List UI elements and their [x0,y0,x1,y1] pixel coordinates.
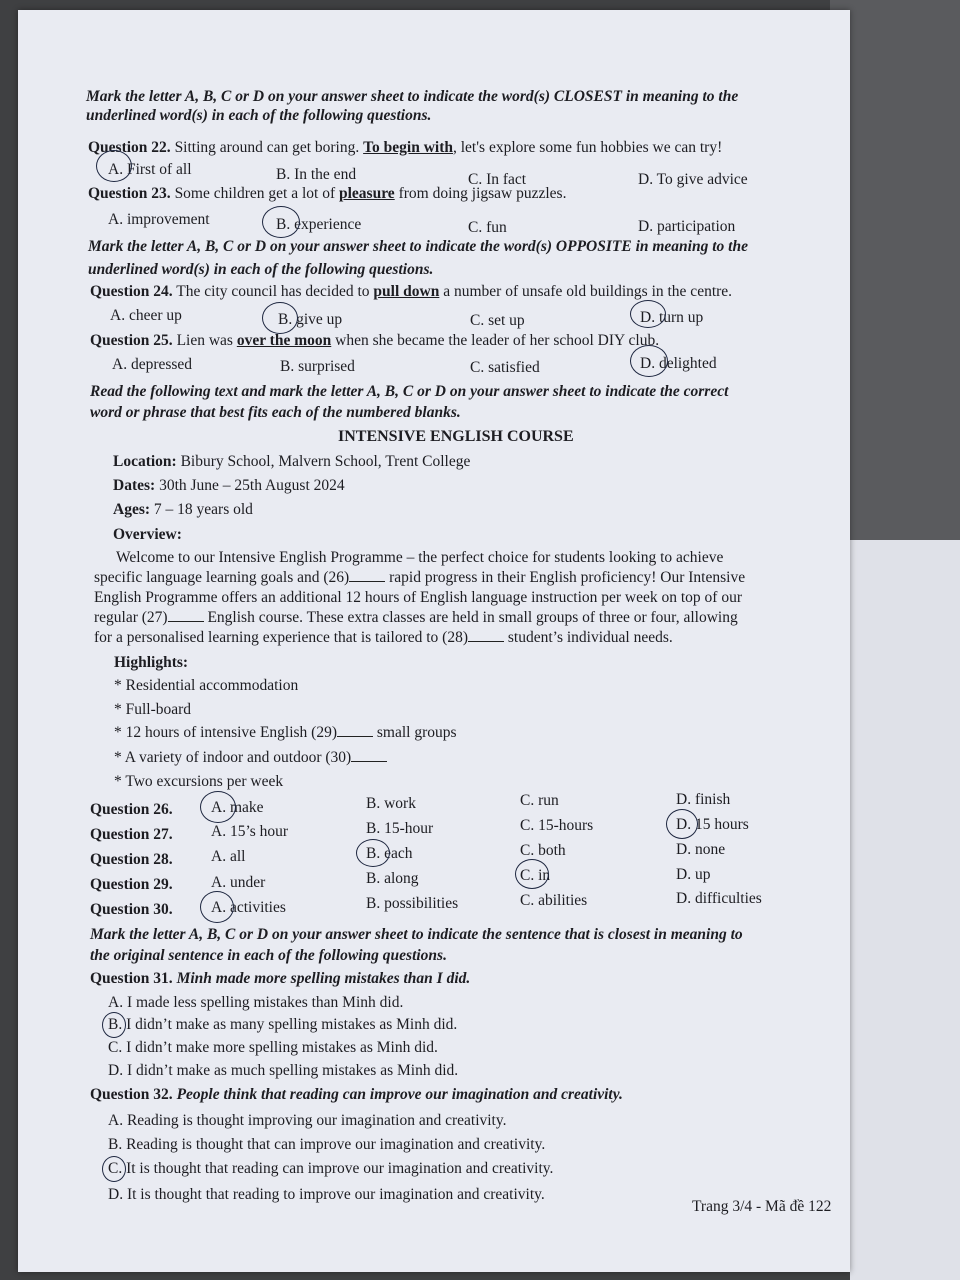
q22-option-c[interactable]: C. In fact [468,171,527,188]
q26-option-b[interactable]: B. work [366,795,416,812]
q30-option-b[interactable]: B. possibilities [366,895,459,912]
question-25: Question 25. Lien was over the moon when she became the leader of her school DIY club. [90,332,660,349]
instruction-opposite-cont: underlined word(s) in each of the following questions. [88,261,434,278]
answer-circle-mark [356,839,390,867]
q32-option-c[interactable]: C. It is thought that reading can improve our imagination and creativity. [108,1160,554,1177]
instruction-opposite: Mark the letter A, B, C or D on your answer sheet to indicate the word(s) OPPOSITE in meaning to the [88,238,748,255]
q28-option-b[interactable]: B. each [366,845,413,862]
q27-option-d[interactable]: D. 15 hours [676,816,749,833]
q22-option-a[interactable]: A. First of all [108,161,192,178]
q28-option-a[interactable]: A. all [211,848,246,865]
question-27: Question 27. [90,826,173,843]
q25-option-d[interactable]: D. delighted [640,355,717,372]
question-28: Question 28. [90,851,173,868]
answer-circle-mark [102,1012,126,1038]
question-23: Question 23. Some children get a lot of pleasure from doing jigsaw puzzles. [88,185,567,202]
q24-option-b[interactable]: B. give up [278,311,343,328]
q23-option-b[interactable]: B. experience [276,216,362,233]
answer-circle-mark [200,791,236,823]
answer-circle-mark [630,300,666,328]
overview-line-4: regular (27) English course. These extra classes are held in small groups of three or four, allowing [94,609,738,626]
q28-option-d[interactable]: D. none [676,841,726,858]
answer-circle-mark [630,345,668,377]
highlight-5: * Two excursions per week [114,773,284,790]
q27-option-a[interactable]: A. 15’s hour [211,823,289,840]
q27-option-c[interactable]: C. 15-hours [520,817,594,834]
highlight-1: * Residential accommodation [114,677,299,694]
q29-option-a[interactable]: A. under [211,874,266,891]
course-title: INTENSIVE ENGLISH COURSE [338,428,574,445]
q24-option-c[interactable]: C. set up [470,312,525,329]
instruction-read-text: Read the following text and mark the letter A, B, C or D on your answer sheet to indicate the correct [90,383,729,400]
q31-option-d[interactable]: D. I didn’t make as much spelling mistakes as Minh did. [108,1062,459,1079]
q31-option-c[interactable]: C. I didn’t make more spelling mistakes as Minh did. [108,1039,438,1056]
overview-line-1: Welcome to our Intensive English Programme – the perfect choice for students looking to achieve [116,549,724,566]
instruction-closest-cont: underlined word(s) in each of the following questions. [86,107,432,124]
answer-circle-mark [262,206,300,238]
question-22: Question 22. Sitting around can get boring. To begin with, let's explore some fun hobbies we can try! [88,139,723,156]
q29-option-d[interactable]: D. up [676,866,711,883]
q22-option-b[interactable]: B. In the end [276,166,357,183]
course-location: Location: Bibury School, Malvern School, Trent College [113,453,471,470]
answer-circle-mark [102,1156,126,1182]
q30-option-d[interactable]: D. difficulties [676,890,762,907]
overview-line-3: English Programme offers an additional 12 hours of English language instruction per week on top of our [94,589,742,606]
q24-option-d[interactable]: D. turn up [640,309,704,326]
instruction-sentence: Mark the letter A, B, C or D on your answer sheet to indicate the sentence that is closest in meaning to [90,926,743,943]
answer-circle-mark [200,891,234,923]
q26-option-a[interactable]: A. make [211,799,264,816]
course-ages: Ages: 7 – 18 years old [113,501,253,518]
overview-line-2: specific language learning goals and (26) rapid progress in their English proficiency! Our Intensive [94,569,746,586]
q32-option-b[interactable]: B. Reading is thought that can improve our imagination and creativity. [108,1136,546,1153]
q28-option-c[interactable]: C. both [520,842,566,859]
q23-option-c[interactable]: C. fun [468,219,507,236]
highlight-2: * Full-board [114,701,192,718]
answer-circle-mark [262,302,298,334]
answer-circle-mark [96,150,132,182]
answer-circle-mark [515,859,549,889]
q31-option-a[interactable]: A. I made less spelling mistakes than Minh did. [108,994,404,1011]
question-31: Question 31. Minh made more spelling mistakes than I did. [90,970,471,987]
overview-line-5: for a personalised learning experience that is tailored to (28) student’s individual needs. [94,629,673,646]
instruction-closest: Mark the letter A, B, C or D on your answer sheet to indicate the word(s) CLOSEST in meaning to the [86,88,739,105]
highlights-label: Highlights: [114,654,189,671]
second-sheet [850,540,960,1280]
question-26: Question 26. [90,801,173,818]
q29-option-c[interactable]: C. in [520,867,551,884]
page-footer: Trang 3/4 - Mã đề 122 [692,1198,832,1215]
q26-option-c[interactable]: C. run [520,792,559,809]
question-30: Question 30. [90,901,173,918]
q25-option-c[interactable]: C. satisfied [470,359,540,376]
q30-option-a[interactable]: A. activities [211,899,286,916]
q25-option-b[interactable]: B. surprised [280,358,355,375]
q30-option-c[interactable]: C. abilities [520,892,588,909]
q23-option-d[interactable]: D. participation [638,218,736,235]
question-32: Question 32. People think that reading can improve our imagination and creativity. [90,1086,623,1103]
answer-circle-mark [666,809,698,839]
q31-option-b[interactable]: B. I didn’t make as many spelling mistakes as Minh did. [108,1016,458,1033]
q25-option-a[interactable]: A. depressed [112,356,193,373]
exam-page [18,10,850,1272]
overview-label: Overview: [113,526,182,543]
course-dates: Dates: 30th June – 25th August 2024 [113,477,345,494]
question-24: Question 24. The city council has decided to pull down a number of unsafe old buildings in the centre. [90,283,733,300]
instruction-read-text-cont: word or phrase that best fits each of the numbered blanks. [90,404,461,421]
q29-option-b[interactable]: B. along [366,870,419,887]
highlight-4: * A variety of indoor and outdoor (30) [114,749,387,767]
q24-option-a[interactable]: A. cheer up [110,307,182,324]
q32-option-d[interactable]: D. It is thought that reading to improve our imagination and creativity. [108,1186,545,1203]
q22-option-d[interactable]: D. To give advice [638,171,748,188]
q32-option-a[interactable]: A. Reading is thought improving our imagination and creativity. [108,1112,507,1129]
question-29: Question 29. [90,876,173,893]
q26-option-d[interactable]: D. finish [676,791,731,808]
highlight-3: * 12 hours of intensive English (29) small groups [114,724,457,741]
q27-option-b[interactable]: B. 15-hour [366,820,434,837]
q23-option-a[interactable]: A. improvement [108,211,210,228]
instruction-sentence-cont: the original sentence in each of the following questions. [90,947,447,964]
